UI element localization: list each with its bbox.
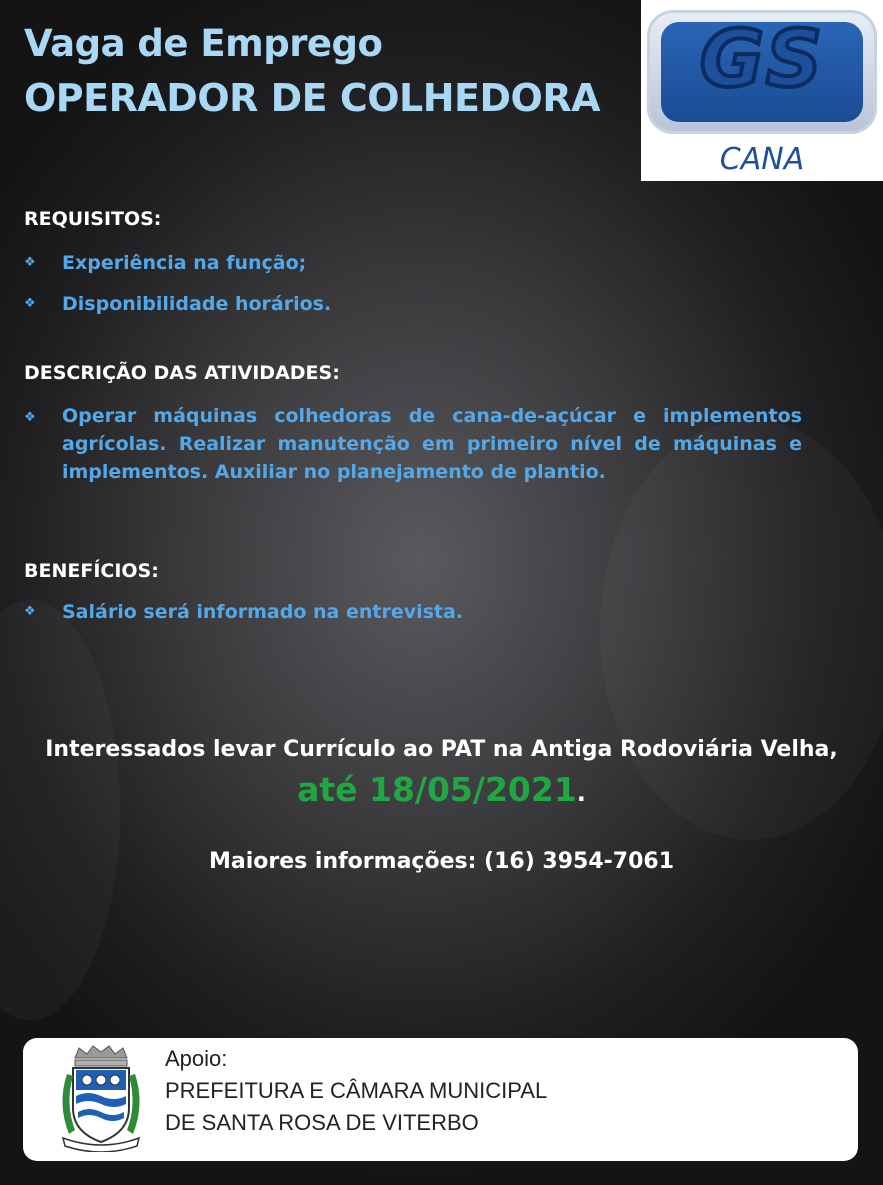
logo-caption: CANA: [719, 142, 805, 177]
list-item-text: Operar máquinas colhedoras de cana-de-açúcar e implementos agrícolas. Realizar manutenção em primeiro nível de máquinas e implementos. Auxiliar no planejamento de plantio.: [62, 405, 802, 483]
instruction-text: Interessados levar Currículo ao PAT na Antiga Rodoviária Velha,: [45, 737, 838, 762]
list-item-text: Disponibilidade horários.: [62, 293, 332, 315]
footer-label: Apoio:: [165, 1046, 228, 1071]
logo-badge: [647, 10, 877, 134]
job-title: OPERADOR DE COLHEDORA: [24, 76, 601, 120]
footer-line-1: PREFEITURA E CÂMARA MUNICIPAL: [165, 1078, 548, 1103]
list-item-text: Salário será informado na entrevista.: [62, 601, 464, 623]
page-title: Vaga de Emprego: [24, 22, 383, 65]
support-footer: [23, 1038, 858, 1161]
diamond-bullet-icon: ❖: [24, 604, 36, 619]
deadline-line: [0, 770, 883, 809]
descricao-heading: DESCRIÇÃO DAS ATIVIDADES:: [24, 362, 340, 384]
footer-line-2: DE SANTA ROSA DE VITERBO: [165, 1110, 479, 1135]
diamond-bullet-icon: ❖: [24, 255, 36, 270]
beneficios-heading: BENEFÍCIOS:: [24, 560, 159, 582]
deadline-date: até 18/05/2021: [297, 770, 577, 809]
requisitos-heading: REQUISITOS:: [24, 208, 162, 230]
deadline-suffix: .: [576, 779, 586, 807]
gs-cana-logo: [641, 0, 883, 181]
municipal-crest-icon: [53, 1044, 149, 1152]
diamond-bullet-icon: ❖: [24, 296, 36, 311]
contact-info: Maiores informações: (16) 3954-7061: [208, 849, 675, 874]
logo-mark-text: GS: [699, 15, 825, 105]
list-item-text: Experiência na função;: [62, 252, 307, 274]
diamond-bullet-icon: ❖: [24, 410, 36, 425]
